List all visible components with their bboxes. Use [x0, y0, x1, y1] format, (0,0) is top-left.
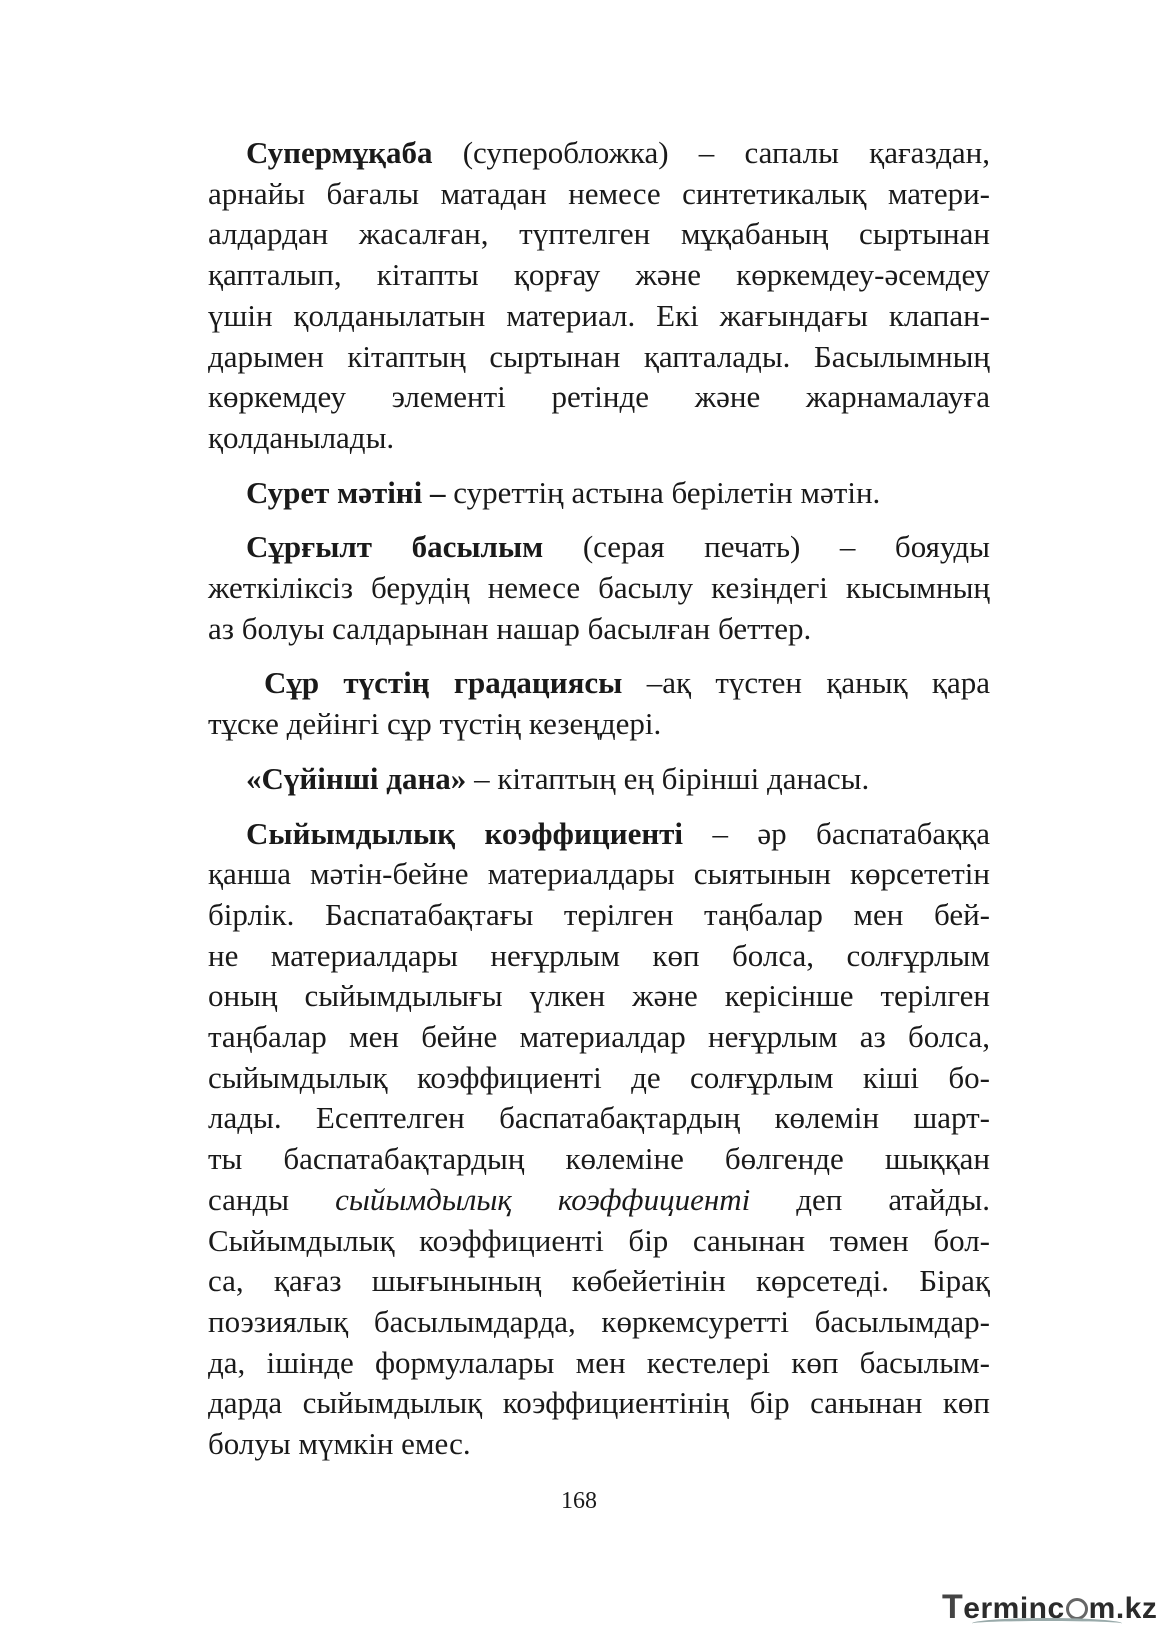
termincom-watermark-logo — [942, 1588, 1157, 1628]
italic-term: сыйымдылық коэффициенті — [335, 1181, 751, 1217]
definition-line: аз болуы салдарынан нашар басылған беттер. — [208, 610, 812, 646]
definition-line: санды — [208, 1181, 336, 1217]
definition-line: алдардан жасалған, түптелген мұқабаның сыртынан — [208, 216, 990, 252]
definition-line: бірлік. Баспатабақтағы терілген таңбалар мен бей- — [208, 896, 990, 932]
definition-line: көркемдеу элементі ретінде және жарнамалауға — [208, 379, 990, 415]
definition-line: ты баспатабақтардың көлеміне бөлгенде шыққан — [208, 1141, 990, 1177]
term: Супермұқаба — [246, 135, 433, 170]
definition-line: қапталып, кітапты қорғау және көркемдеу-әсемдеу — [208, 257, 990, 293]
definition-line: (серая печать) – бояуды — [543, 529, 991, 565]
entry-surgylt-basylym — [208, 527, 990, 649]
definition-line: Сыйымдылық коэффициенті бір санынан төмен бол- — [208, 1222, 990, 1258]
definition-line: са, қағаз шығынының көбейетінін көрсетеді. Бірақ — [208, 1263, 990, 1299]
definition-line: тұске дейінгі сұр түстің кезеңдері. — [208, 706, 662, 742]
definition-line: поэзиялық басылымдарда, көркемсуретті басылымдар- — [208, 1303, 990, 1339]
definition-line: таңбалар мен бейне материалдар неғұрлым аз болса, — [208, 1019, 990, 1055]
definition-line: – кітаптың ең бірінші данасы. — [466, 760, 870, 796]
definition-line: лады. Есептелген баспатабақтардың көлемін шарт- — [208, 1100, 990, 1136]
page-content — [208, 133, 990, 1479]
watermark-prefix: T — [942, 1588, 964, 1626]
definition-line: –ақ түстен қанық қара — [622, 665, 991, 701]
entry-syiymdylyk-koeffitsienti — [208, 814, 990, 1465]
definition-line: дарда сыйымдылық коэффициентінің бір санынан көп — [208, 1385, 990, 1421]
definition-line: оның сыйымдылығы үлкен және керісінше терілген — [208, 978, 990, 1014]
definition-line: – әр баспатабаққа — [683, 815, 990, 851]
definition-line: болуы мүмкін емес. — [208, 1426, 471, 1462]
definition-line: дарымен кітаптың сыртынан қапталады. Басылымның — [208, 338, 990, 374]
definition-line: (суперобложка) – сапалы қағаздан, — [432, 135, 990, 170]
definition-line: суреттің астына берілетін мәтін. — [445, 474, 881, 510]
term: Сұрғылт басылым — [246, 529, 544, 565]
term: Сыйымдылық коэффициенті — [246, 815, 684, 851]
entry-sur-tustin-gradatsiyasy — [208, 663, 990, 744]
term: Сурет мәтіні – — [246, 474, 446, 510]
definition-line: үшін қолданылатын материал. Екі жағындағы клапан- — [208, 297, 990, 333]
definition-line: деп атайды. — [750, 1181, 990, 1217]
entry-supermukaba — [208, 133, 990, 459]
swoosh-icon — [972, 1618, 1122, 1629]
definition-line: сыйымдылық коэффициенті де солғұрлым кіші бо- — [208, 1059, 990, 1095]
page-number: 168 — [561, 1488, 597, 1514]
magnifier-icon — [1066, 1598, 1088, 1620]
term: «Сүйінші дана» — [246, 760, 467, 796]
definition-line: қанша мәтін-бейне материалдары сыятынын көрсететін — [208, 856, 990, 892]
entry-suret-matini — [208, 473, 990, 514]
watermark-middle: erminc — [963, 1592, 1065, 1625]
watermark-suffix: m.kz — [1088, 1592, 1158, 1625]
definition-line: арнайы бағалы матадан немесе синтетикалық матери- — [208, 175, 990, 211]
definition-line: жеткіліксіз берудің немесе басылу кезіндегі кысымның — [208, 570, 990, 606]
definition-line: не материалдары неғұрлым көп болса, солғұрлым — [208, 937, 990, 973]
definition-line: да, ішінде формулалары мен кестелері көп басылым- — [208, 1344, 990, 1380]
term: Сұр түстің градациясы — [264, 665, 623, 701]
entry-suyinshi-dana — [208, 759, 990, 800]
definition-line: қолданылады. — [208, 419, 395, 455]
